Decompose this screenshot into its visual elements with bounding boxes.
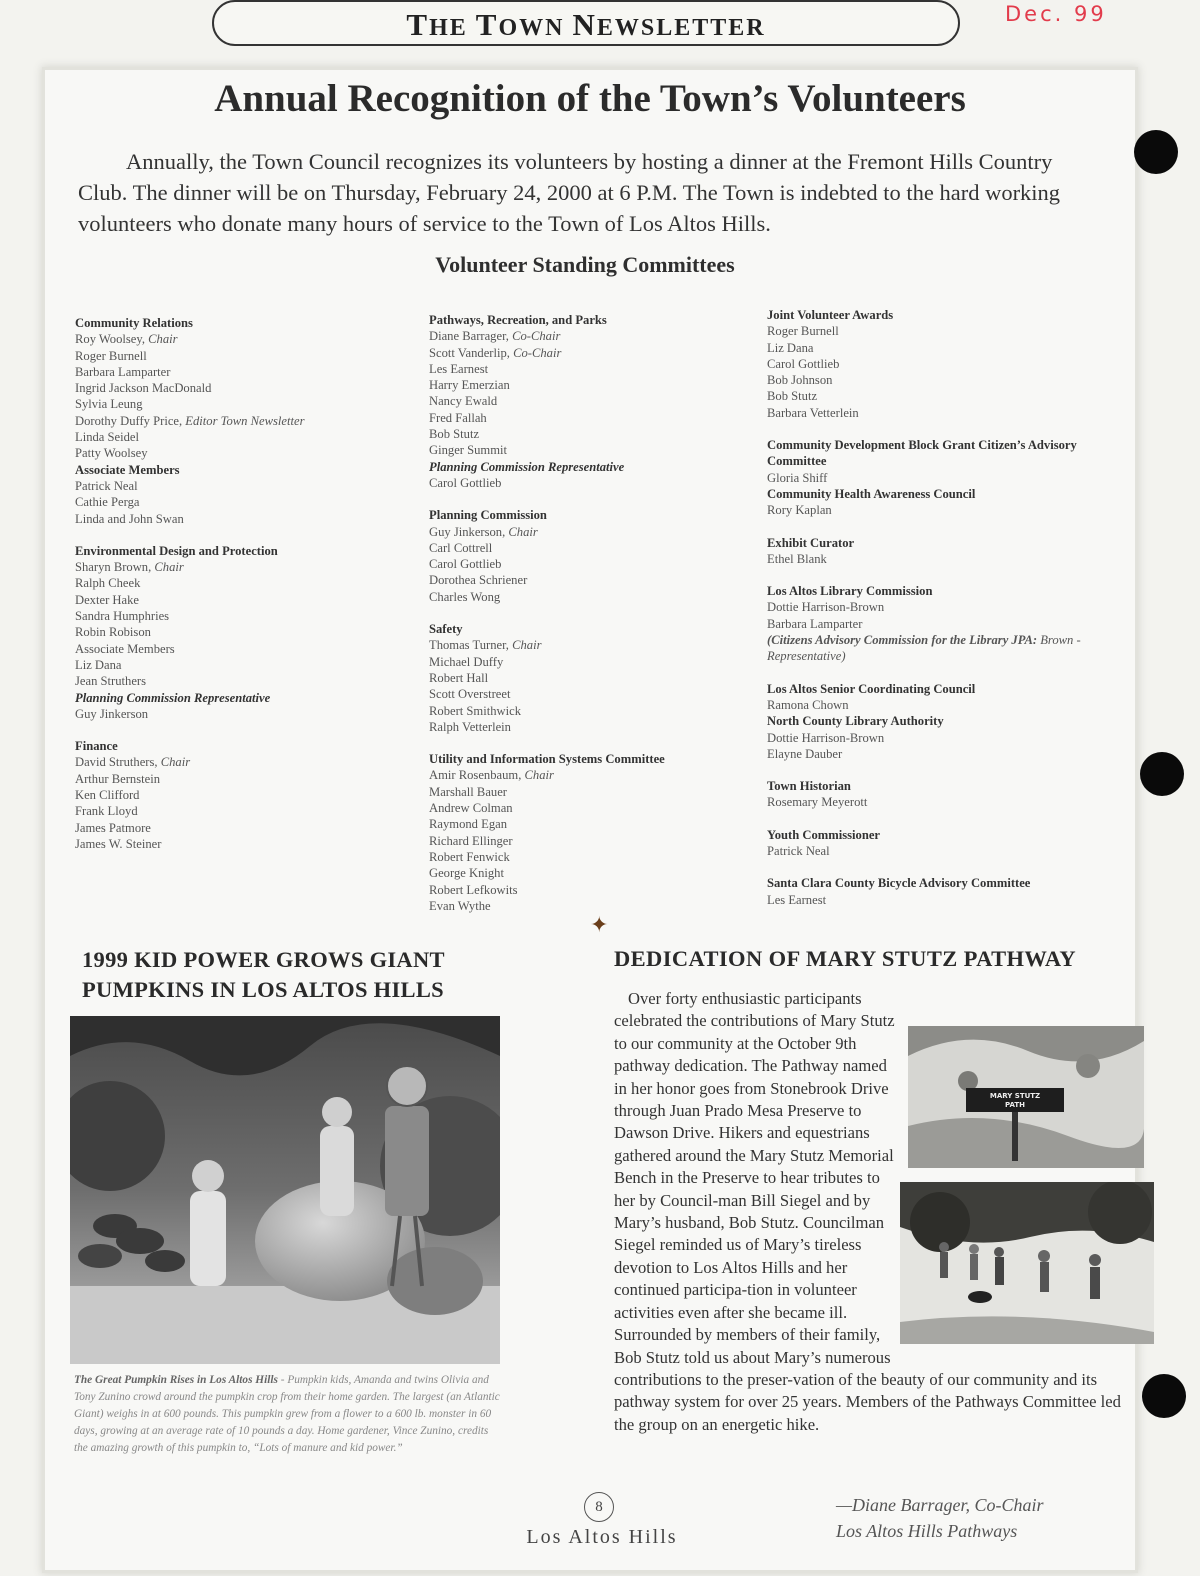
member-name: Ethel Blank — [767, 551, 827, 566]
member-name: Linda and John Swan — [75, 511, 184, 526]
member-name: Rory Kaplan — [767, 503, 832, 518]
pathway-sign-photo — [908, 1026, 1144, 1168]
pc-representative-label: Planning Commission Representative — [429, 459, 625, 474]
page-title: Annual Recognition of the Town’s Volunteers — [214, 77, 966, 120]
committee-chair: Thomas Turner, Chair — [429, 638, 542, 653]
member-name: Carol Gottlieb — [429, 557, 502, 572]
member-name: Dorothea Schriener — [429, 573, 528, 588]
section-separator-icon: ✦ — [590, 912, 609, 937]
member-name: Fred Fallah — [429, 410, 487, 425]
committee-column-1 — [75, 315, 375, 852]
committee-heading: Town Historian — [767, 779, 851, 794]
committee-heading: Utility and Information Systems Committee — [429, 752, 665, 767]
committee-column-2 — [429, 312, 739, 914]
member-name: Cathie Perga — [75, 495, 140, 510]
sign-text-line1: MARY STUTZ — [989, 1092, 1041, 1100]
member-name: Sandra Humphries — [75, 609, 170, 624]
committee-heading: Finance — [75, 739, 118, 754]
signature-name: —Diane Barrager, Co-Chair — [836, 1495, 1044, 1515]
pumpkin-photo — [70, 1016, 500, 1364]
member-name: Linda Seidel — [75, 430, 140, 445]
member-name: Carol Gottlieb — [767, 356, 840, 371]
committee-heading: Exhibit Curator — [767, 535, 855, 550]
member-name: Ralph Vetterlein — [429, 719, 511, 734]
committee-co-chair: Diane Barrager, Co-Chair — [429, 329, 561, 344]
member-name: Patty Woolsey — [75, 446, 148, 461]
committee-heading: Community Health Awareness Council — [767, 486, 976, 501]
member-name: Nancy Ewald — [429, 394, 498, 409]
member-name: Dexter Hake — [75, 592, 139, 607]
committee-heading: Los Altos Senior Coordinating Council — [767, 681, 976, 696]
member-name: Bob Stutz — [429, 427, 480, 442]
dedication-article-headline: DEDICATION OF MARY STUTZ PATHWAY — [614, 946, 1077, 971]
member-name: Les Earnest — [767, 892, 827, 907]
committee-heading: North County Library Authority — [767, 714, 944, 729]
associate-members-heading: Associate Members — [75, 462, 180, 477]
member-name: James W. Steiner — [75, 836, 162, 851]
member-name: Roger Burnell — [75, 348, 147, 363]
pc-representative-label: Planning Commission Representative — [75, 690, 271, 705]
committee-chair: Guy Jinkerson, Chair — [429, 524, 538, 539]
member-name: Charles Wong — [429, 589, 501, 604]
binder-hole — [1142, 1374, 1186, 1418]
member-name: Ramona Chown — [767, 697, 849, 712]
member-name: Frank Lloyd — [75, 804, 138, 819]
signature-organization: Los Altos Hills Pathways — [836, 1521, 1018, 1541]
committee-chair: Roy Woolsey, Chair — [75, 332, 178, 347]
member-name: Marshall Bauer — [429, 784, 507, 799]
committee-heading: Planning Commission — [429, 508, 547, 523]
member-name: James Patmore — [75, 820, 151, 835]
article-signature — [836, 1492, 1044, 1544]
footer-town-name: Los Altos Hills — [526, 1526, 678, 1548]
committee-heading-cont: Committee — [767, 454, 827, 469]
member-name: Robert Lefkowits — [429, 882, 518, 897]
member-name: Ralph Cheek — [75, 576, 141, 591]
page-number: 8 — [584, 1492, 614, 1522]
committee-heading: Community Relations — [75, 316, 193, 330]
committee-co-chair: Scott Vanderlip, Co-Chair — [429, 345, 562, 360]
library-jpa-note: (Citizens Advisory Commission for the Library JPA: Brown - Representative) — [767, 633, 1081, 664]
committee-heading: Environmental Design and Protection — [75, 543, 278, 558]
member-name: George Knight — [429, 866, 504, 881]
member-name: Barbara Lamparter — [767, 616, 863, 631]
binder-hole — [1140, 752, 1184, 796]
committee-column-3 — [767, 307, 1127, 908]
member-name: Elayne Dauber — [767, 746, 843, 761]
member-name: Liz Dana — [767, 340, 814, 355]
member-name: Evan Wythe — [429, 898, 491, 913]
pathway-hike-photo — [900, 1182, 1154, 1344]
member-name: Richard Ellinger — [429, 833, 513, 848]
member-name: Robert Fenwick — [429, 849, 510, 864]
member-name: Jean Struthers — [75, 674, 146, 689]
newsletter-masthead: THE TOWN NEWSLETTER — [212, 0, 960, 46]
member-name: Bob Johnson — [767, 373, 833, 388]
committee-heading: Pathways, Recreation, and Parks — [429, 313, 607, 327]
member-name: Harry Emerzian — [429, 378, 510, 393]
member-name: Barbara Vetterlein — [767, 405, 859, 420]
committee-heading: Community Development Block Grant Citizen’s Advisory — [767, 438, 1077, 453]
member-name: Roger Burnell — [767, 324, 839, 339]
member-name: Gloria Shiff — [767, 470, 828, 485]
member-editor: Dorothy Duffy Price, Editor Town Newsletter — [75, 413, 305, 428]
member-name: Ken Clifford — [75, 788, 140, 803]
member-name: Ingrid Jackson MacDonald — [75, 381, 212, 396]
committee-heading: Youth Commissioner — [767, 827, 880, 842]
pumpkin-article-headline: 1999 KID POWER GROWS GIANT PUMPKINS IN LOS ALTOS HILLS — [82, 947, 445, 1002]
member-name: Carl Cottrell — [429, 540, 493, 555]
member-name: Associate Members — [75, 641, 175, 656]
committee-chair: Sharyn Brown, Chair — [75, 560, 184, 575]
committee-chair: Amir Rosenbaum, Chair — [429, 768, 554, 783]
member-name: Dottie Harrison-Brown — [767, 730, 885, 745]
committee-heading: Safety — [429, 622, 463, 637]
dedication-article-body: MARY STUTZ PATH Over forty enthusiastic participants celebrated the contributions of Mary Stutz to our community at the October 9th pathway dedication. The Pathway named in her honor goes from Stonebrook Drive through Juan Prado Mesa Preserve to Dawson Drive. Hikers and equestrians gathered around the Mary Stutz Memorial Bench in the Preserve to hear tributes to her by Council-man Bill Siegel and by Mary’s husband, Bob Stutz. Councilman Siegel reminded us of Mary’s tireless devotion to Los Altos Hills and her continued participa-tion in volunteer activities even after she became ill. Surrounded by members of their family, Bob Stutz told us about Mary’s numerous contributions to the preser-vation of the beauty of our community and its pathway system for over 25 years. Members of the Pathways Committee led the group on an energetic hike. — [614, 988, 1132, 1436]
member-name: Rosemary Meyerott — [767, 795, 868, 810]
member-name: Patrick Neal — [75, 478, 138, 493]
committee-heading: Los Altos Library Commission — [767, 584, 933, 599]
member-name: Guy Jinkerson — [75, 706, 149, 721]
member-name: Patrick Neal — [767, 844, 830, 859]
member-name: Robert Smithwick — [429, 703, 521, 718]
committees-heading: Volunteer Standing Committees — [435, 252, 735, 277]
member-name: Ginger Summit — [429, 443, 508, 458]
member-name: Carol Gottlieb — [429, 475, 502, 490]
member-name: Robert Hall — [429, 670, 489, 685]
member-name: Michael Duffy — [429, 654, 504, 669]
member-name: Arthur Bernstein — [75, 771, 160, 786]
member-name: Barbara Lamparter — [75, 364, 171, 379]
committee-chair: David Struthers, Chair — [75, 755, 191, 770]
pumpkin-photo-caption: The Great Pumpkin Rises in Los Altos Hills - Pumpkin kids, Amanda and twins Olivia and Tony Zunino crowd around the pumpkin crop from their home garden. The largest (an Atlantic Giant) weighs in at 600 pounds. This pumpkin grew from a flower to a 600 lb. monster in 60 days, growing at an average rate of 10 pounds a day. Home gardener, Vince Zunino, credits the amazing growth of this pumpkin to, “Lots of manure and kid power.” — [74, 1374, 500, 1454]
member-name: Les Earnest — [429, 361, 489, 376]
member-name: Robin Robison — [75, 625, 151, 640]
member-name: Andrew Colman — [429, 801, 513, 816]
committee-heading: Santa Clara County Bicycle Advisory Committee — [767, 876, 1031, 891]
member-name: Bob Stutz — [767, 389, 818, 404]
member-name: Sylvia Leung — [75, 397, 143, 412]
intro-paragraph: Annually, the Town Council recognizes its volunteers by hosting a dinner at the Fremont Hills Country Club. The dinner will be on Thursday, February 24, 2000 at 6 P.M. The Town is indebted to the hard working volunteers who donate many hours of service to the Town of Los Altos Hills. — [78, 149, 1061, 236]
member-name: Dottie Harrison-Brown — [767, 600, 885, 615]
member-name: Liz Dana — [75, 657, 122, 672]
sign-text-line2: PATH — [1005, 1101, 1025, 1109]
binder-hole — [1134, 130, 1178, 174]
handwritten-date: Dec. 99 — [1005, 2, 1107, 26]
member-name: Scott Overstreet — [429, 687, 511, 702]
committee-heading: Joint Volunteer Awards — [767, 308, 894, 322]
member-name: Raymond Egan — [429, 817, 507, 832]
